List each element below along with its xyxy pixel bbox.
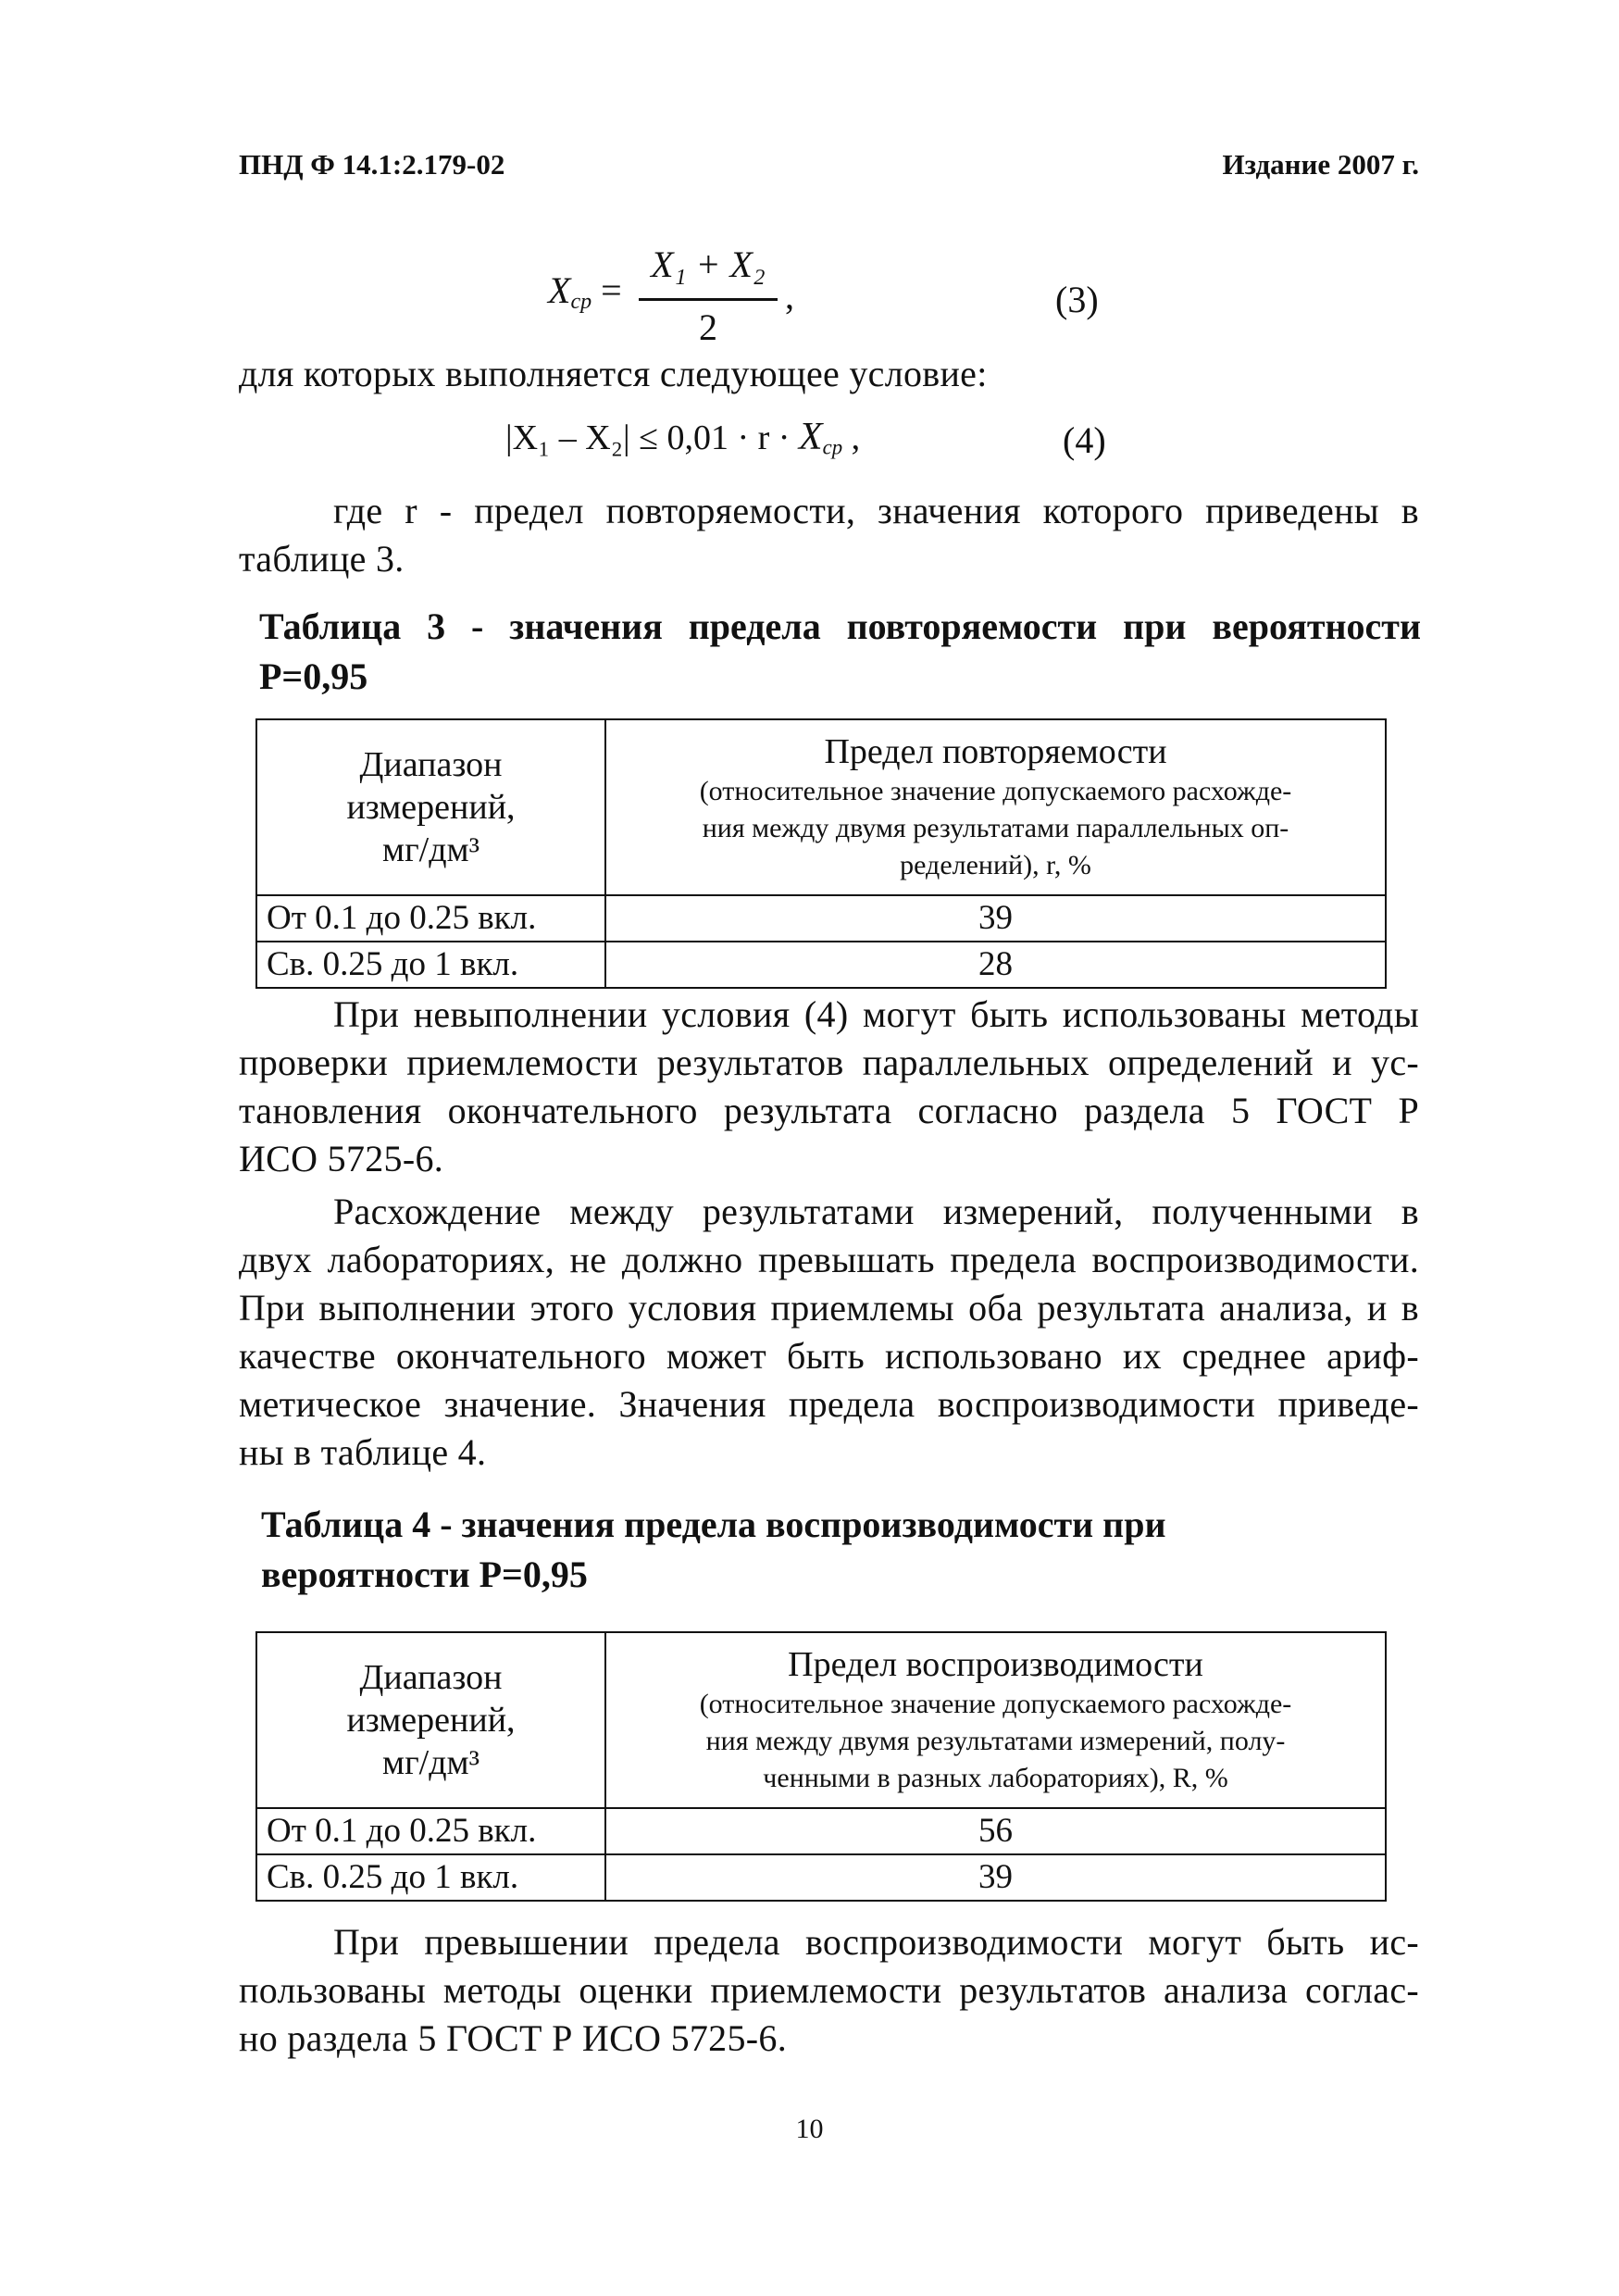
formula-4-number: (4) [1063,419,1106,461]
paragraph-reproducibility: Расхождение между результатами измерений, полученными в двух лабораториях, не должно превышать предела воспроизводимости. При выполнении этого условия приемлемы оба результата анализа, и в качестве окончательного может быть использовано их среднее ариф- метическое значение. Значения предела воспроизводимости приведе- ны в таблице 4. [239,1191,1419,1473]
table-4-range-cell: Св. 0.25 до 1 вкл. [256,1854,605,1901]
document-code: ПНД Ф 14.1:2.179-02 [239,148,505,181]
table-3-value-cell: 39 [605,895,1386,942]
table-3 [255,718,1387,989]
table-row [256,895,1386,942]
formula-4-text: |X₁ – X₂| ≤ 0,01 · r · [505,418,791,457]
table-4-caption: Таблица 4 - значения предела воспроизводимости при вероятности Р=0,95 [261,1504,1166,1595]
table-4-header-range: Диапазон измерений, мг/дм³ [256,1632,605,1808]
table-row [256,942,1386,988]
table-row [256,1808,1386,1854]
formula-3-numerator: X₁ + X₂ [651,243,766,285]
page-number: 10 [795,2114,824,2144]
condition-intro: для которых выполняется следующее условие: [239,353,988,394]
table-3-caption: Таблица 3 - значения предела повторяемости при вероятности Р=0,95 [259,605,1421,697]
table-3-value-cell: 28 [605,942,1386,988]
table-4-value-cell: 56 [605,1808,1386,1854]
formula-4-x: X [798,416,823,458]
edition-label: Издание 2007 г. [1222,148,1419,181]
formula-3-lhs-sub: ср [570,290,592,314]
formula-3-number: (3) [1055,279,1099,320]
table-4 [255,1631,1387,1902]
formula-3-denominator: 2 [699,306,717,348]
where-paragraph: где r - предел повторяемости, значения которого приведены в таблице 3. [239,490,1419,580]
table-3-header-limit: Предел повторяемости (относительное значение допускаемого расхожде- ния между двумя результатами параллельных оп- ределений), r, % [605,719,1386,895]
table-row [256,1854,1386,1901]
table-3-range-cell: Св. 0.25 до 1 вкл. [256,942,605,988]
table-4-value-cell: 39 [605,1854,1386,1901]
table-4-header-limit: Предел воспроизводимости (относительное значение допускаемого расхожде- ния между двумя результатами измерений, полу- ченными в разных лабораториях), R, % [605,1632,1386,1808]
formula-4-comma: , [851,418,861,457]
table-header-row [256,1632,1386,1808]
paragraph-exceeding: При превышении предела воспроизводимости могут быть ис- пользованы методы оценки приемлемости результатов анализа соглас- но раздела 5 ГОСТ Р ИСО 5725-6. [239,1921,1419,2059]
formula-3-comma: , [785,275,794,317]
paragraph-acceptability: При невыполнении условия (4) могут быть использованы методы проверки приемлемости результатов параллельных определений и ус- тановления окончательного результата согласно раздела 5 ГОСТ Р ИСО 5725-6. [239,993,1419,1179]
table-header-row [256,719,1386,895]
formula-3-eq: = [601,269,622,311]
table-3-range-cell: От 0.1 до 0.25 вкл. [256,895,605,942]
table-3-header-range: Диапазон измерений, мг/дм³ [256,719,605,895]
formula-3-lhs: X [548,269,571,311]
fraction-bar [639,298,778,301]
formula-4-x-sub: ср [822,435,843,459]
table-4-range-cell: От 0.1 до 0.25 вкл. [256,1808,605,1854]
